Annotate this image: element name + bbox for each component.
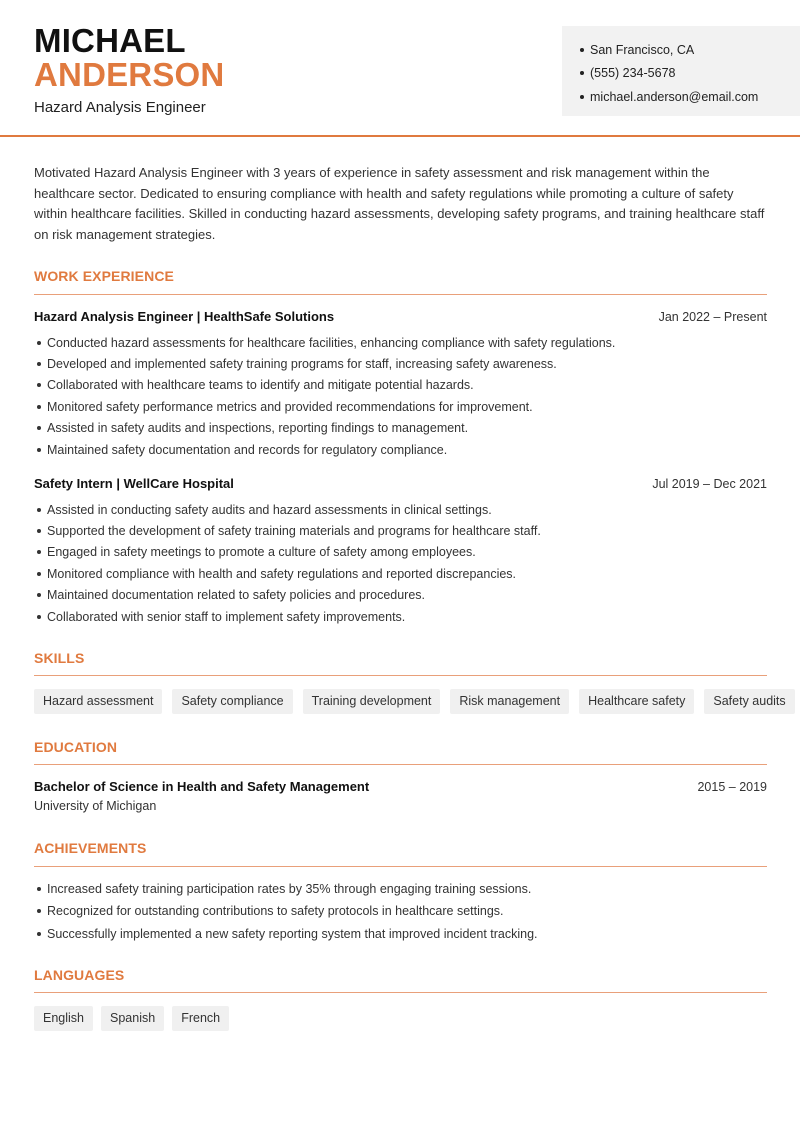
section-title-work: WORK EXPERIENCE xyxy=(34,268,174,284)
bullet-icon xyxy=(37,909,41,913)
job-title: Hazard Analysis Engineer xyxy=(34,99,206,116)
language-tag: French xyxy=(172,1006,229,1031)
list-item: Monitored safety performance metrics and provided recommendations for improvement. xyxy=(34,396,767,417)
skill-tag: Safety audits xyxy=(704,689,794,714)
bullet-icon xyxy=(580,95,584,99)
bullet-icon xyxy=(37,508,41,512)
list-item: Monitored compliance with health and safety regulations and reported discrepancies. xyxy=(34,563,767,584)
achievement-bullets xyxy=(34,878,767,945)
section-divider xyxy=(34,764,767,765)
languages-list xyxy=(34,1006,229,1031)
bullet-icon xyxy=(37,426,41,430)
contact-phone: (555) 234-5678 xyxy=(580,62,800,86)
bullet-icon xyxy=(37,529,41,533)
bullet-icon xyxy=(37,593,41,597)
bullet-icon xyxy=(37,448,41,452)
list-item: Maintained safety documentation and records for regulatory compliance. xyxy=(34,439,767,460)
bullet-icon xyxy=(37,932,41,936)
section-divider xyxy=(34,294,767,295)
list-item: Successfully implemented a new safety reporting system that improved incident tracking. xyxy=(34,923,767,945)
school-name: University of Michigan xyxy=(34,799,157,813)
skill-tag: Safety compliance xyxy=(172,689,292,714)
bullet-icon xyxy=(37,362,41,366)
list-item: Assisted in safety audits and inspections, reporting findings to management. xyxy=(34,418,767,439)
degree: Bachelor of Science in Health and Safety Management xyxy=(34,779,370,794)
job-dates: Jul 2019 – Dec 2021 xyxy=(652,477,767,491)
list-item: Collaborated with healthcare teams to identify and mitigate potential hazards. xyxy=(34,375,767,396)
bullet-icon xyxy=(580,48,584,52)
skill-tag: Training development xyxy=(303,689,441,714)
list-item: Recognized for outstanding contributions to safety protocols in healthcare settings. xyxy=(34,900,767,922)
first-name: MICHAEL xyxy=(34,22,186,59)
bullet-icon xyxy=(37,383,41,387)
contact-location: San Francisco, CA xyxy=(580,38,800,62)
section-divider xyxy=(34,675,767,676)
list-item: Supported the development of safety training materials and programs for healthcare staff. xyxy=(34,520,767,541)
bullet-icon xyxy=(37,615,41,619)
list-item: Collaborated with senior staff to implement safety improvements. xyxy=(34,606,767,627)
job-header xyxy=(34,309,767,324)
skill-tag: Healthcare safety xyxy=(579,689,694,714)
job-header xyxy=(34,476,767,491)
bullet-icon xyxy=(37,550,41,554)
bullet-icon xyxy=(37,887,41,891)
section-title-achievements: ACHIEVEMENTS xyxy=(34,840,147,856)
job-bullets xyxy=(34,499,767,627)
bullet-icon xyxy=(37,341,41,345)
language-tag: Spanish xyxy=(101,1006,164,1031)
education-dates: 2015 – 2019 xyxy=(697,780,767,794)
section-title-education: EDUCATION xyxy=(34,739,118,755)
resume-header xyxy=(0,0,800,137)
last-name: ANDERSON xyxy=(34,56,225,93)
skill-tag: Risk management xyxy=(450,689,569,714)
section-title-languages: LANGUAGES xyxy=(34,967,125,983)
list-item: Increased safety training participation rates by 35% through engaging training sessions. xyxy=(34,878,767,900)
list-item: Developed and implemented safety training programs for staff, increasing safety awareness. xyxy=(34,353,767,374)
job-title-company: Hazard Analysis Engineer | HealthSafe Solutions xyxy=(34,309,335,324)
education-header xyxy=(34,779,767,794)
contact-email: michael.anderson@email.com xyxy=(580,85,800,109)
list-item: Engaged in safety meetings to promote a culture of safety among employees. xyxy=(34,542,767,563)
bullet-icon xyxy=(37,405,41,409)
job-bullets xyxy=(34,332,767,460)
section-divider xyxy=(34,992,767,993)
contact-box xyxy=(562,26,800,116)
language-tag: English xyxy=(34,1006,93,1031)
skill-tag: Hazard assessment xyxy=(34,689,162,714)
bullet-icon xyxy=(580,71,584,75)
section-divider xyxy=(34,866,767,867)
job-dates: Jan 2022 – Present xyxy=(658,310,767,324)
list-item: Conducted hazard assessments for healthcare facilities, enhancing compliance with safety regulations. xyxy=(34,332,767,353)
bullet-icon xyxy=(37,572,41,576)
job-title-company: Safety Intern | WellCare Hospital xyxy=(34,476,234,491)
section-title-skills: SKILLS xyxy=(34,650,85,666)
summary-paragraph: Motivated Hazard Analysis Engineer with 3 years of experience in safety assessment and risk management within the healthcare sector. Dedicated to ensuring compliance with health and safety regulations while promoting a culture of safety within healthcare facilities. Skilled in conducting hazard assessments, developing safety programs, and training healthcare staff on risk management strategies. xyxy=(34,165,765,242)
list-item: Assisted in conducting safety audits and hazard assessments in clinical settings. xyxy=(34,499,767,520)
skills-list xyxy=(34,689,795,714)
list-item: Maintained documentation related to safety policies and procedures. xyxy=(34,585,767,606)
